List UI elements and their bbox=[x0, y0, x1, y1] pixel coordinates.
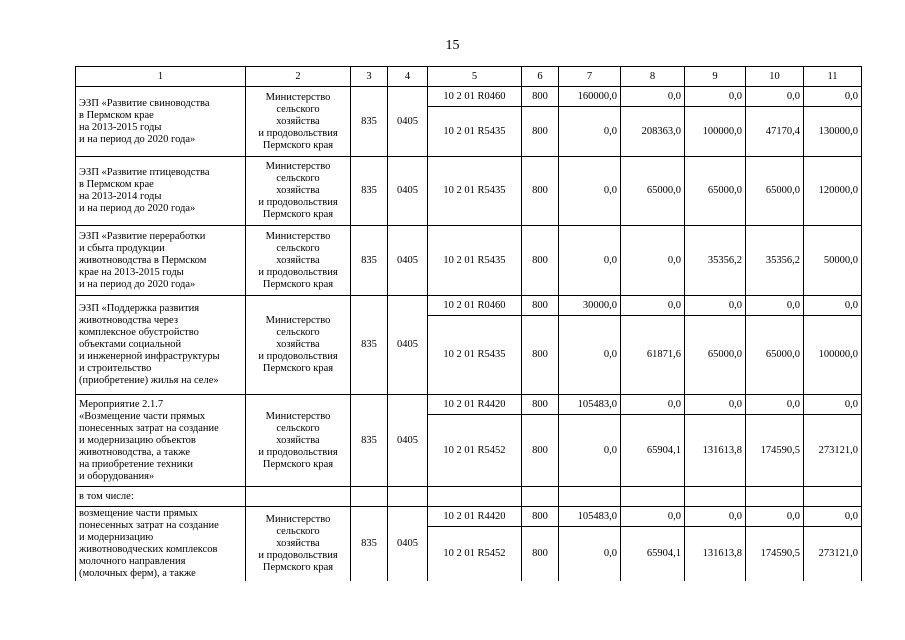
col-header: 4 bbox=[388, 67, 428, 87]
line-value-10: 174590,5 bbox=[746, 527, 804, 581]
row-section: 0405 bbox=[388, 87, 428, 157]
line-value-11: 273121,0 bbox=[804, 527, 862, 581]
row-ministry: Министерство сельского хозяйства и продовольствия Пермского края bbox=[246, 296, 351, 395]
line-type: 800 bbox=[522, 395, 559, 415]
row-grbs: 835 bbox=[351, 395, 388, 487]
line-value-8: 208363,0 bbox=[621, 107, 685, 157]
line-type: 800 bbox=[522, 226, 559, 296]
row-ministry: Министерство сельского хозяйства и продовольствия Пермского края bbox=[246, 87, 351, 157]
line-value-11: 130000,0 bbox=[804, 107, 862, 157]
row-section: 0405 bbox=[388, 296, 428, 395]
row-ministry: Министерство сельского хозяйства и продовольствия Пермского края bbox=[246, 507, 351, 581]
table-row bbox=[76, 507, 862, 527]
row-name: Мероприятие 2.1.7 «Возмещение части прямых понесенных затрат на создание и модернизацию объектов животноводства, а также на приобретение техники и оборудования» bbox=[76, 395, 246, 487]
line-value-9: 131613,8 bbox=[685, 527, 746, 581]
row-grbs: 835 bbox=[351, 157, 388, 226]
empty-cell bbox=[621, 487, 685, 507]
line-value-7: 0,0 bbox=[559, 316, 621, 395]
line-code: 10 2 01 R0460 bbox=[428, 296, 522, 316]
row-name: ЭЗП «Поддержка развития животноводства через комплексное обустройство объектами социальной и инженерной инфраструктуры и строительство (приобретение) жилья на селе» bbox=[76, 296, 246, 395]
line-value-9: 0,0 bbox=[685, 296, 746, 316]
line-value-9: 0,0 bbox=[685, 87, 746, 107]
col-header: 10 bbox=[746, 67, 804, 87]
line-value-9: 100000,0 bbox=[685, 107, 746, 157]
empty-cell bbox=[246, 487, 351, 507]
line-value-8: 0,0 bbox=[621, 226, 685, 296]
line-value-7: 0,0 bbox=[559, 226, 621, 296]
header-row bbox=[76, 67, 862, 87]
table-row bbox=[76, 395, 862, 415]
line-value-7: 0,0 bbox=[559, 157, 621, 226]
line-value-8: 0,0 bbox=[621, 87, 685, 107]
line-code: 10 2 01 R4420 bbox=[428, 507, 522, 527]
line-type: 800 bbox=[522, 527, 559, 581]
line-value-8: 0,0 bbox=[621, 507, 685, 527]
empty-cell bbox=[746, 487, 804, 507]
row-grbs: 835 bbox=[351, 226, 388, 296]
empty-cell bbox=[804, 487, 862, 507]
table-row bbox=[76, 87, 862, 107]
line-value-9: 131613,8 bbox=[685, 415, 746, 487]
line-value-8: 0,0 bbox=[621, 395, 685, 415]
line-value-11: 0,0 bbox=[804, 507, 862, 527]
line-value-10: 65000,0 bbox=[746, 316, 804, 395]
row-grbs: 835 bbox=[351, 87, 388, 157]
col-header: 1 bbox=[76, 67, 246, 87]
line-value-7: 160000,0 bbox=[559, 87, 621, 107]
line-value-8: 0,0 bbox=[621, 296, 685, 316]
subsection-row bbox=[76, 487, 862, 507]
table-row bbox=[76, 226, 862, 296]
subsection-label: в том числе: bbox=[76, 487, 246, 507]
line-value-10: 47170,4 bbox=[746, 107, 804, 157]
line-value-7: 30000,0 bbox=[559, 296, 621, 316]
line-type: 800 bbox=[522, 107, 559, 157]
table-row bbox=[76, 296, 862, 316]
line-code: 10 2 01 R5452 bbox=[428, 527, 522, 581]
row-grbs: 835 bbox=[351, 296, 388, 395]
line-value-9: 65000,0 bbox=[685, 316, 746, 395]
line-value-7: 105483,0 bbox=[559, 395, 621, 415]
row-grbs: 835 bbox=[351, 507, 388, 581]
line-value-11: 100000,0 bbox=[804, 316, 862, 395]
row-ministry: Министерство сельского хозяйства и продовольствия Пермского края bbox=[246, 395, 351, 487]
table-row bbox=[76, 157, 862, 226]
line-type: 800 bbox=[522, 157, 559, 226]
empty-cell bbox=[685, 487, 746, 507]
line-value-11: 0,0 bbox=[804, 87, 862, 107]
line-type: 800 bbox=[522, 507, 559, 527]
line-code: 10 2 01 R5435 bbox=[428, 316, 522, 395]
col-header: 2 bbox=[246, 67, 351, 87]
row-name: ЭЗП «Развитие птицеводства в Пермском крае на 2013-2014 годы и на период до 2020 года» bbox=[76, 157, 246, 226]
line-value-10: 0,0 bbox=[746, 296, 804, 316]
row-section: 0405 bbox=[388, 507, 428, 581]
col-header: 5 bbox=[428, 67, 522, 87]
line-value-10: 0,0 bbox=[746, 395, 804, 415]
line-code: 10 2 01 R0460 bbox=[428, 87, 522, 107]
line-value-7: 0,0 bbox=[559, 527, 621, 581]
line-value-10: 65000,0 bbox=[746, 157, 804, 226]
line-type: 800 bbox=[522, 296, 559, 316]
row-ministry: Министерство сельского хозяйства и продовольствия Пермского края bbox=[246, 157, 351, 226]
line-value-10: 174590,5 bbox=[746, 415, 804, 487]
line-value-7: 0,0 bbox=[559, 415, 621, 487]
line-code: 10 2 01 R5435 bbox=[428, 157, 522, 226]
col-header: 7 bbox=[559, 67, 621, 87]
line-value-9: 65000,0 bbox=[685, 157, 746, 226]
line-value-11: 120000,0 bbox=[804, 157, 862, 226]
line-value-8: 61871,6 bbox=[621, 316, 685, 395]
budget-table bbox=[75, 66, 862, 581]
line-value-8: 65904,1 bbox=[621, 415, 685, 487]
empty-cell bbox=[428, 487, 522, 507]
line-value-11: 50000,0 bbox=[804, 226, 862, 296]
row-name: возмещение части прямых понесенных затрат на создание и модернизацию животноводческих комплексов молочного направления (молочных ферм), а также bbox=[76, 507, 246, 581]
col-header: 6 bbox=[522, 67, 559, 87]
line-value-9: 35356,2 bbox=[685, 226, 746, 296]
line-value-9: 0,0 bbox=[685, 395, 746, 415]
page-number: 15 bbox=[445, 38, 460, 53]
line-value-7: 0,0 bbox=[559, 107, 621, 157]
line-value-10: 0,0 bbox=[746, 87, 804, 107]
row-name: ЭЗП «Развитие свиноводства в Пермском крае на 2013-2015 годы и на период до 2020 года» bbox=[76, 87, 246, 157]
row-name: ЭЗП «Развитие переработки и сбыта продукции животноводства в Пермском крае на 2013-2015 годы и на период до 2020 года» bbox=[76, 226, 246, 296]
line-value-7: 105483,0 bbox=[559, 507, 621, 527]
line-code: 10 2 01 R5452 bbox=[428, 415, 522, 487]
line-type: 800 bbox=[522, 415, 559, 487]
table-body bbox=[76, 67, 862, 581]
row-section: 0405 bbox=[388, 157, 428, 226]
col-header: 8 bbox=[621, 67, 685, 87]
line-value-8: 65904,1 bbox=[621, 527, 685, 581]
empty-cell bbox=[351, 487, 388, 507]
col-header: 3 bbox=[351, 67, 388, 87]
col-header: 9 bbox=[685, 67, 746, 87]
line-value-9: 0,0 bbox=[685, 507, 746, 527]
line-value-11: 273121,0 bbox=[804, 415, 862, 487]
line-value-11: 0,0 bbox=[804, 395, 862, 415]
line-type: 800 bbox=[522, 316, 559, 395]
line-code: 10 2 01 R4420 bbox=[428, 395, 522, 415]
row-section: 0405 bbox=[388, 226, 428, 296]
line-value-8: 65000,0 bbox=[621, 157, 685, 226]
empty-cell bbox=[388, 487, 428, 507]
line-value-10: 0,0 bbox=[746, 507, 804, 527]
line-code: 10 2 01 R5435 bbox=[428, 107, 522, 157]
row-section: 0405 bbox=[388, 395, 428, 487]
row-ministry: Министерство сельского хозяйства и продовольствия Пермского края bbox=[246, 226, 351, 296]
empty-cell bbox=[559, 487, 621, 507]
line-value-10: 35356,2 bbox=[746, 226, 804, 296]
empty-cell bbox=[522, 487, 559, 507]
line-type: 800 bbox=[522, 87, 559, 107]
col-header: 11 bbox=[804, 67, 862, 87]
line-code: 10 2 01 R5435 bbox=[428, 226, 522, 296]
line-value-11: 0,0 bbox=[804, 296, 862, 316]
